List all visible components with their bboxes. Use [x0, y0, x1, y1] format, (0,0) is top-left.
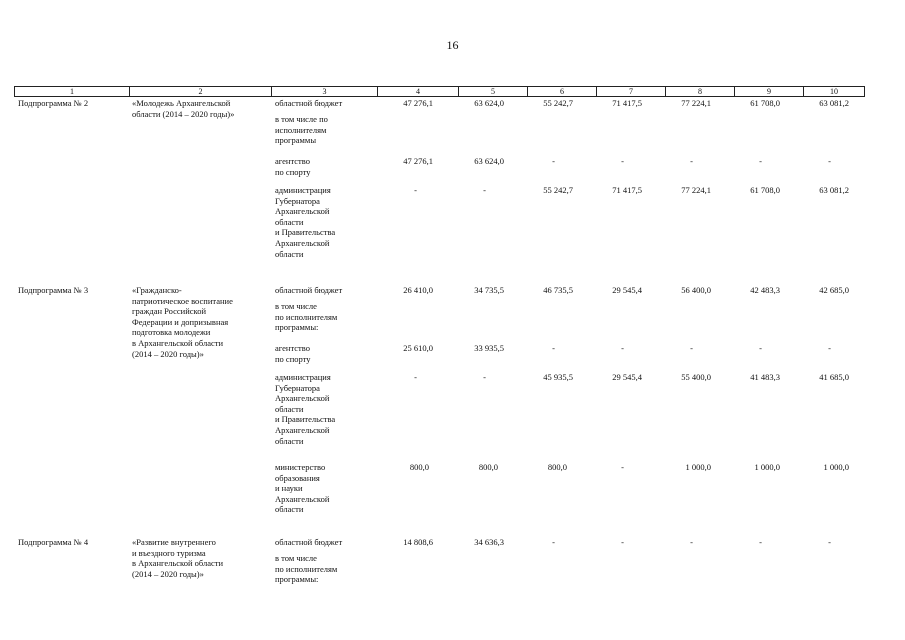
value-cell: - [414, 372, 417, 382]
program-label: Подпрограмма № 2 [18, 98, 89, 108]
source-label: по спорту [275, 353, 311, 364]
value-cell: 45 935,5 [543, 372, 573, 382]
program-label: Подпрограмма № 3 [18, 285, 89, 295]
value-cell: 800,0 [409, 462, 429, 472]
column-header-4: 4 [377, 87, 458, 96]
value-cell: 55 242,7 [543, 185, 573, 195]
source-label: в том числе [275, 553, 317, 563]
value-cell: 14 808,6 [403, 537, 433, 547]
source-label: программы [275, 135, 317, 146]
value-cell: 800,0 [478, 462, 498, 472]
source-label: администрация [275, 185, 331, 195]
program-title-line: граждан Российской [132, 306, 207, 317]
source-label: программы: [275, 322, 319, 333]
source-label: Губернатора [275, 382, 320, 393]
value-cell: - [414, 185, 417, 195]
page-number: 16 [446, 38, 459, 52]
value-cell: - [828, 156, 831, 166]
value-cell: 63 624,0 [474, 156, 504, 166]
value-cell: - [690, 537, 693, 547]
value-cell: 800,0 [547, 462, 567, 472]
value-cell: - [552, 343, 555, 353]
value-cell: 1 000,0 [685, 462, 711, 472]
source-label: Архангельской [275, 493, 330, 504]
source-label: по исполнителям [275, 563, 338, 574]
source-label: областной бюджет [275, 98, 343, 108]
source-label: Архангельской [275, 393, 330, 404]
column-header-10: 10 [803, 87, 865, 96]
value-cell: 33 935,5 [474, 343, 504, 353]
value-cell: 71 417,5 [612, 98, 642, 108]
value-cell: - [759, 343, 762, 353]
value-cell: 29 545,4 [612, 372, 642, 382]
value-cell: 56 400,0 [681, 285, 711, 295]
program-title-line: (2014 – 2020 годы)» [132, 348, 204, 359]
value-cell: 1 000,0 [823, 462, 849, 472]
source-label: администрация [275, 372, 331, 382]
value-cell: 63 081,2 [819, 185, 849, 195]
source-label: области [275, 435, 304, 446]
column-header-8: 8 [665, 87, 734, 96]
source-label: Архангельской [275, 206, 330, 217]
table-header-row [14, 86, 865, 97]
program-title-line: «Гражданско- [132, 285, 182, 295]
column-header-3: 3 [271, 87, 377, 96]
value-cell: 63 081,2 [819, 98, 849, 108]
value-cell: 47 276,1 [403, 156, 433, 166]
program-title-line: подготовка молодежи [132, 327, 211, 338]
value-cell: 25 610,0 [403, 343, 433, 353]
source-label: области [275, 403, 304, 414]
value-cell: 63 624,0 [474, 98, 504, 108]
value-cell: 1 000,0 [754, 462, 780, 472]
value-cell: - [483, 185, 486, 195]
source-label: в том числе [275, 301, 317, 311]
program-title-line: патриотическое воспитание [132, 295, 233, 306]
source-label: области [275, 504, 304, 515]
program-title-line: «Молодежь Архангельской [132, 98, 231, 108]
source-label: области [275, 216, 304, 227]
source-label: и Правительства [275, 414, 336, 425]
column-header-6: 6 [527, 87, 596, 96]
source-label: исполнителям [275, 124, 327, 135]
program-title-line: Федерации и допризывная [132, 316, 229, 327]
column-header-5: 5 [458, 87, 527, 96]
source-label: и Правительства [275, 227, 336, 238]
value-cell: - [759, 537, 762, 547]
value-cell: - [828, 537, 831, 547]
source-label: Архангельской [275, 425, 330, 435]
value-cell: - [483, 372, 486, 382]
column-header-7: 7 [596, 87, 665, 96]
source-label: образования [275, 472, 320, 483]
value-cell: - [690, 156, 693, 166]
value-cell: - [621, 537, 624, 547]
source-label: областной бюджет [275, 285, 343, 295]
value-cell: 55 242,7 [543, 98, 573, 108]
source-label: и науки [275, 483, 303, 494]
value-cell: 26 410,0 [403, 285, 433, 295]
value-cell: - [621, 343, 624, 353]
source-label: Губернатора [275, 195, 320, 206]
program-title-line: (2014 – 2020 годы)» [132, 568, 204, 579]
column-header-1: 1 [14, 87, 129, 96]
source-label: областной бюджет [275, 537, 343, 547]
source-label: программы: [275, 574, 319, 585]
value-cell: 29 545,4 [612, 285, 642, 295]
source-label: агентство [275, 156, 310, 166]
source-label: агентство [275, 343, 310, 353]
program-title-line: в Архангельской области [132, 558, 224, 569]
value-cell: 41 685,0 [819, 372, 849, 382]
program-title-line: в Архангельской области [132, 338, 224, 348]
value-cell: - [552, 537, 555, 547]
value-cell: 42 685,0 [819, 285, 849, 295]
value-cell: 46 735,5 [543, 285, 573, 295]
value-cell: 77 224,1 [681, 98, 711, 108]
program-title-line: области (2014 – 2020 годы)» [132, 108, 235, 119]
value-cell: 41 483,3 [750, 372, 780, 382]
source-label: в том числе по [275, 114, 328, 124]
value-cell: - [828, 343, 831, 353]
value-cell: - [759, 156, 762, 166]
source-label: по спорту [275, 166, 311, 177]
value-cell: - [552, 156, 555, 166]
value-cell: - [690, 343, 693, 353]
value-cell: - [621, 156, 624, 166]
program-title-line: и въездного туризма [132, 547, 206, 558]
column-header-9: 9 [734, 87, 803, 96]
value-cell: 61 708,0 [750, 98, 780, 108]
value-cell: 34 735,5 [474, 285, 504, 295]
column-header-2: 2 [129, 87, 271, 96]
program-title-line: «Развитие внутреннего [132, 537, 216, 547]
source-label: Архангельской [275, 238, 330, 248]
value-cell: 34 636,3 [474, 537, 504, 547]
source-label: по исполнителям [275, 311, 338, 322]
value-cell: 61 708,0 [750, 185, 780, 195]
value-cell: 55 400,0 [681, 372, 711, 382]
value-cell: - [621, 462, 624, 472]
source-label: министерство [275, 462, 326, 472]
value-cell: 47 276,1 [403, 98, 433, 108]
value-cell: 71 417,5 [612, 185, 642, 195]
program-label: Подпрограмма № 4 [18, 537, 89, 547]
value-cell: 77 224,1 [681, 185, 711, 195]
source-label: области [275, 248, 304, 259]
value-cell: 42 483,3 [750, 285, 780, 295]
